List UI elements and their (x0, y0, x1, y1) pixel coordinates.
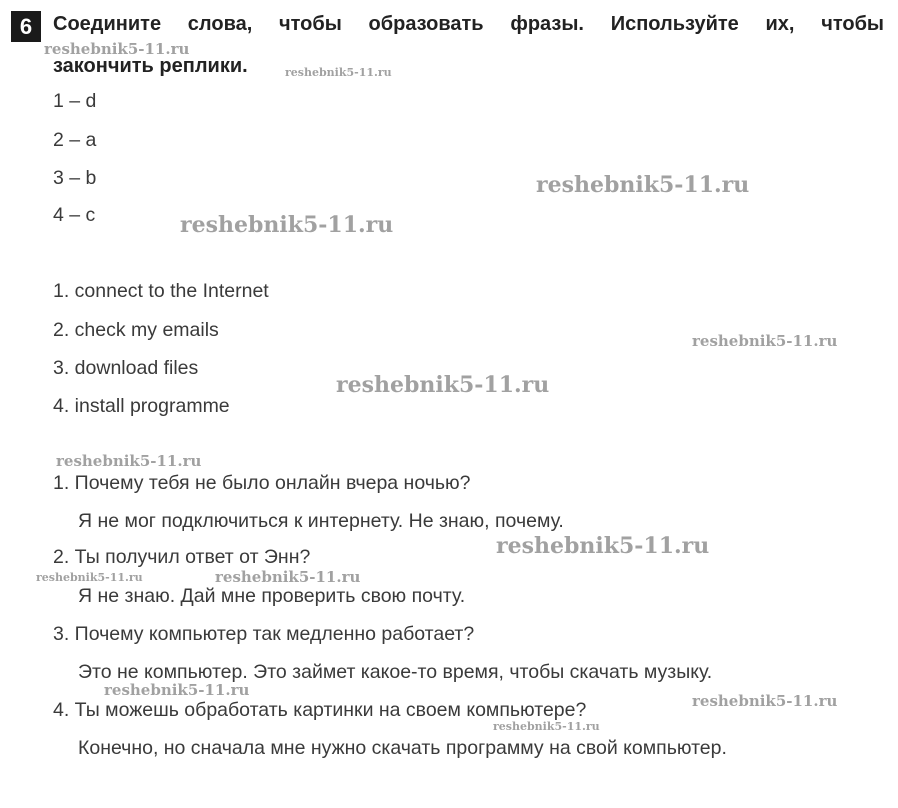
watermark: reshebnik5-11.ru (493, 720, 600, 733)
match-item: 2 – a (53, 129, 97, 151)
watermark: reshebnik5-11.ru (692, 332, 838, 350)
watermark: reshebnik5-11.ru (104, 681, 250, 699)
dialogue-answer: Конечно, но сначала мне нужно скачать программу на свой компьютер. (78, 737, 727, 759)
watermark: reshebnik5-11.ru (285, 66, 392, 79)
watermark: reshebnik5-11.ru (36, 571, 143, 584)
dialogue-question: 3. Почему компьютер так медленно работает? (53, 623, 475, 645)
instruction-line-1: Соедините слова, чтобы образовать фразы. Используйте их, чтобы (53, 13, 884, 35)
watermark: reshebnik5-11.ru (56, 452, 202, 470)
dialogue-question: 4. Ты можешь обработать картинки на своем компьютере? (53, 699, 587, 721)
watermark: reshebnik5-11.ru (215, 568, 361, 586)
phrase-item: 1. connect to the Internet (53, 280, 269, 302)
watermark: reshebnik5-11.ru (536, 172, 750, 198)
phrase-item: 2. check my emails (53, 319, 219, 341)
watermark: reshebnik5-11.ru (336, 372, 550, 398)
watermark: reshebnik5-11.ru (692, 692, 838, 710)
watermark: reshebnik5-11.ru (180, 212, 394, 238)
dialogue-answer: Я не мог подключиться к интернету. Не знаю, почему. (78, 510, 564, 532)
dialogue-answer: Я не знаю. Дай мне проверить свою почту. (78, 585, 466, 607)
match-item: 3 – b (53, 167, 97, 189)
watermark: reshebnik5-11.ru (44, 40, 190, 58)
dialogue-answer: Это не компьютер. Это займет какое-то время, чтобы скачать музыку. (78, 661, 713, 683)
instruction-line-2: закончить реплики. (53, 55, 248, 77)
match-item: 1 – d (53, 90, 97, 112)
watermark: reshebnik5-11.ru (496, 533, 710, 559)
phrase-item: 4. install programme (53, 395, 230, 417)
dialogue-question: 2. Ты получил ответ от Энн? (53, 546, 311, 568)
match-item: 4 – c (53, 204, 96, 226)
phrase-item: 3. download files (53, 357, 199, 379)
exercise-number-badge: 6 (11, 11, 41, 42)
dialogue-question: 1. Почему тебя не было онлайн вчера ночью? (53, 472, 471, 494)
